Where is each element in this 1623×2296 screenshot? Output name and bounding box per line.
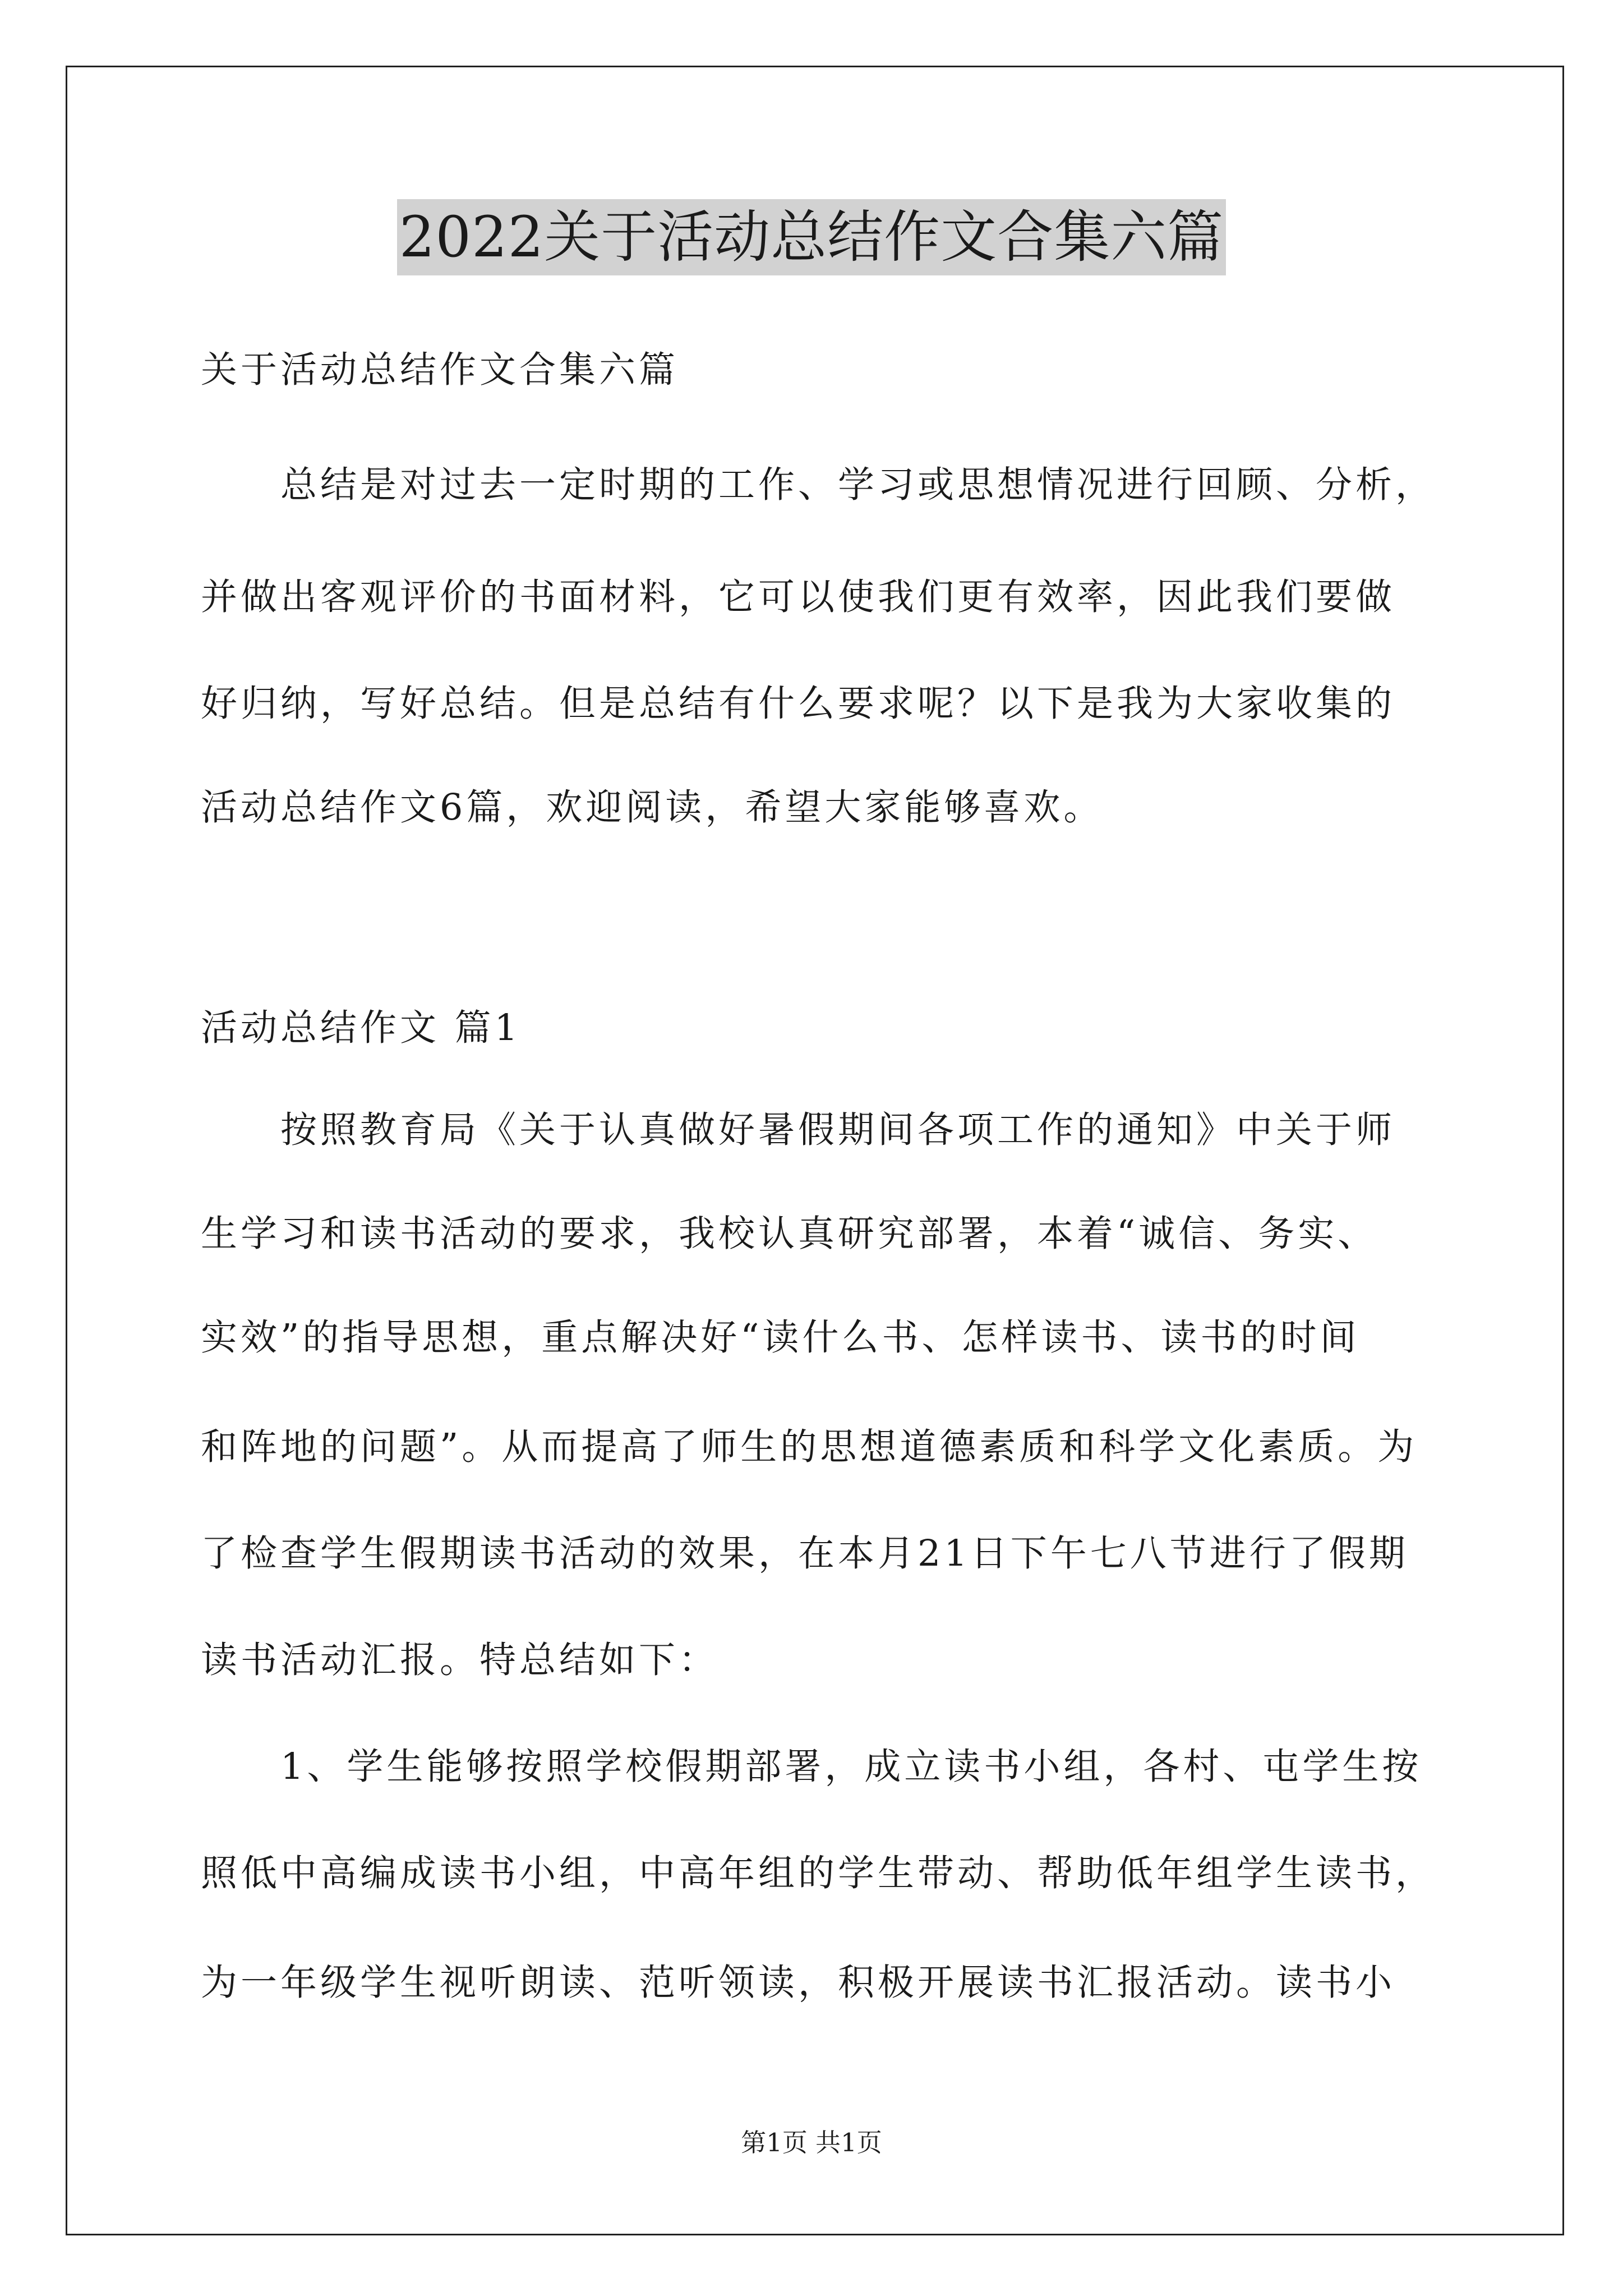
document-title: 2022关于活动总结作文合集六篇 — [397, 199, 1227, 275]
section1-line-4: 和阵地的问题”。从而提高了师生的思想道德素质和科学文化素质。为 — [201, 1426, 1418, 1468]
page-number-footer: 第1页 共1页 — [741, 2128, 882, 2157]
title-container — [0, 199, 1623, 275]
section2-line-1: 1、学生能够按照学校假期部署，成立读书小组，各村、屯学生按 — [280, 1746, 1422, 1788]
section2-line-3: 为一年级学生视听朗读、范听领读，积极开展读书汇报活动。读书小 — [201, 1962, 1396, 2004]
section1-line-3: 实效”的指导思想，重点解决好“读什么书、怎样读书、读书的时间 — [201, 1317, 1360, 1359]
section-heading: 活动总结作文 篇1 — [201, 1007, 522, 1049]
section1-line-6: 读书活动汇报。特总结如下： — [201, 1639, 719, 1681]
section1-line-2: 生学习和读书活动的要求，我校认真研究部署，本着“诚信、务实、 — [201, 1213, 1378, 1255]
intro-line-1: 总结是对过去一定时期的工作、学习或思想情况进行回顾、分析， — [280, 464, 1436, 506]
intro-line-4: 活动总结作文6篇，欢迎阅读，希望大家能够喜欢。 — [201, 786, 1104, 829]
section1-line-5: 了检查学生假期读书活动的效果，在本月21日下午七八节进行了假期 — [201, 1533, 1409, 1575]
section2-line-2: 照低中高编成读书小组，中高年组的学生带动、帮助低年组学生读书， — [201, 1852, 1436, 1894]
intro-line-3: 好归纳，写好总结。但是总结有什么要求呢？以下是我为大家收集的 — [201, 683, 1396, 725]
intro-line-2: 并做出客观评价的书面材料，它可以使我们更有效率，因此我们要做 — [201, 576, 1396, 618]
section1-line-1: 按照教育局《关于认真做好暑假期间各项工作的通知》中关于师 — [280, 1109, 1396, 1151]
document-subtitle: 关于活动总结作文合集六篇 — [201, 349, 679, 391]
